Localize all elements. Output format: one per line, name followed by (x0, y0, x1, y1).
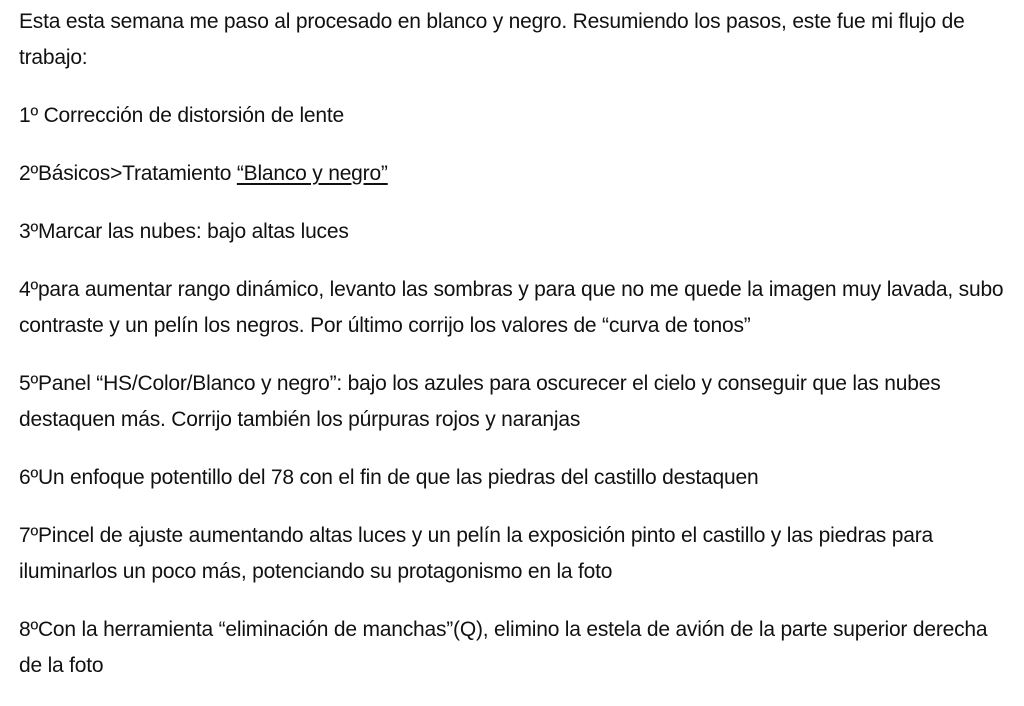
step-8: 8ºCon la herramienta “eliminación de manchas”(Q), elimino la estela de avión de la parte superior derecha de la foto (19, 618, 988, 677)
step-2-underlined-text: “Blanco y negro” (236, 162, 388, 185)
step-4: 4ºpara aumentar rango dinámico, levanto las sombras y para que no me quede la imagen muy lavada, subo contraste y un pelín los negros. Por último corrijo los valores de “curva de tonos” (19, 278, 1004, 337)
step-6: 6ºUn enfoque potentillo del 78 con el fin de que las piedras del castillo destaquen (19, 466, 759, 489)
step-2-prefix: 2ºBásicos>Tratamiento (19, 162, 237, 185)
step-7: 7ºPincel de ajuste aumentando altas luces y un pelín la exposición pinto el castillo y las piedras para iluminarlos un poco más, potenciando su protagonismo en la foto (19, 524, 933, 583)
step-5: 5ºPanel “HS/Color/Blanco y negro”: bajo los azules para oscurecer el cielo y conseguir que las nubes destaquen más. Corrijo también los púrpuras rojos y naranjas (19, 372, 941, 431)
document-body (19, 4, 1009, 706)
step-3: 3ºMarcar las nubes: bajo altas luces (19, 220, 349, 243)
step-2 (19, 156, 1009, 192)
intro-paragraph: Esta esta semana me paso al procesado en blanco y negro. Resumiendo los pasos, este fue mi flujo de trabajo: (19, 10, 965, 69)
step-1: 1º Corrección de distorsión de lente (19, 104, 344, 127)
